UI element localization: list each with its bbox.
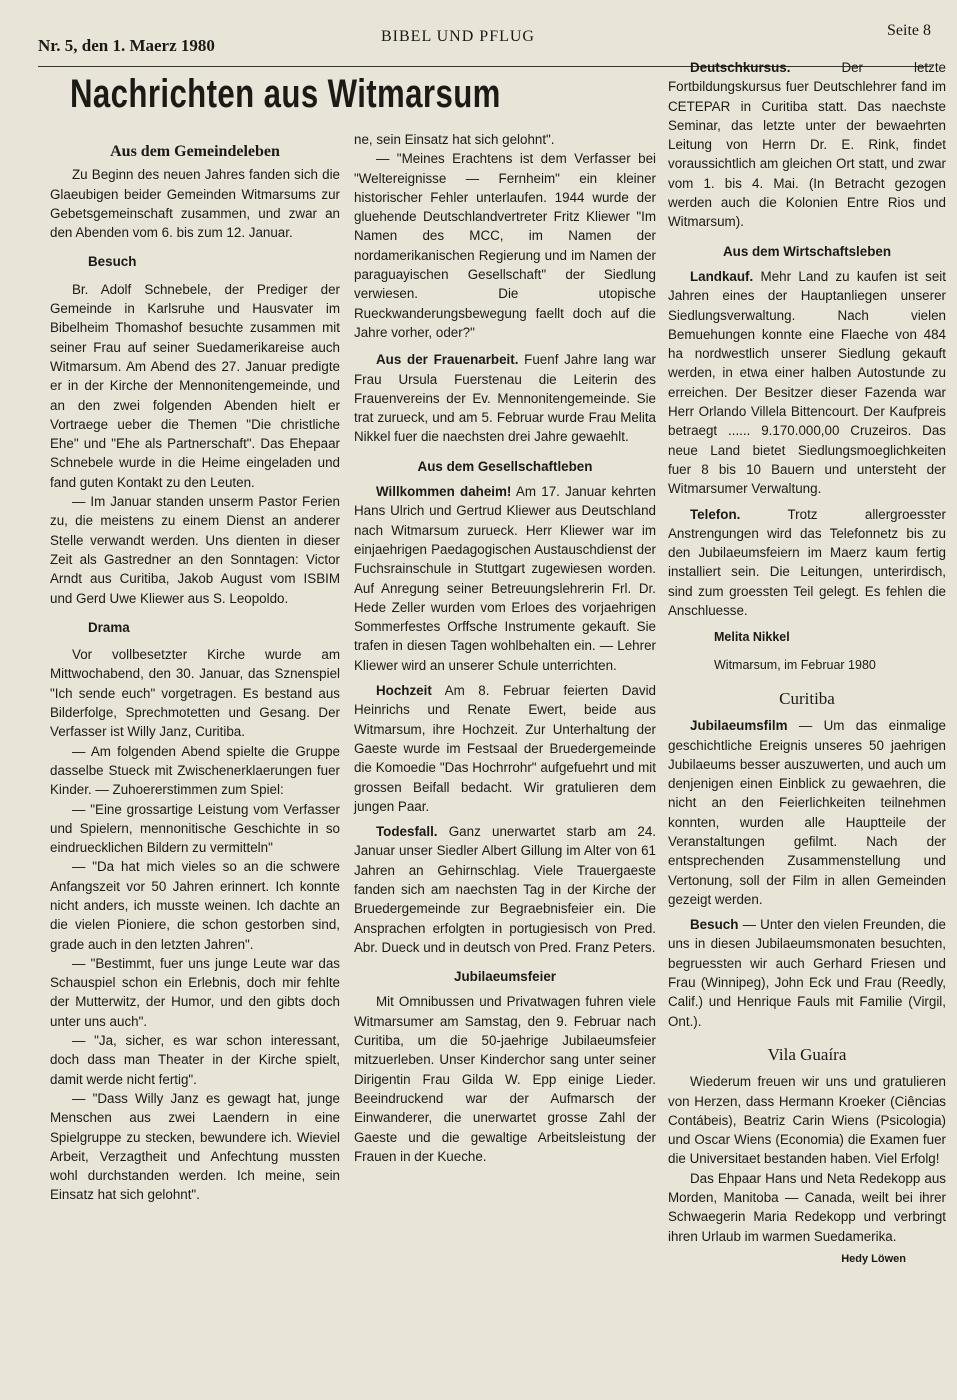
paragraph: — "Da hat mich vieles so an die schwere Anfangszeit vor 50 Jahren erinnert. Ich konnte nicht anders, ich musste weinen. Ich dachte an die vielen Pioniere, die schon gestorben sind, grade auch in den letzten Jahren". [50, 859, 340, 952]
lead-todesfall: Todesfall. [376, 824, 438, 840]
lead-deutschkursus: Deutschkursus. [690, 60, 791, 75]
paragraph-hochzeit [354, 681, 656, 816]
paragraph-telefon [668, 505, 946, 621]
paragraph-deutschkursus [668, 58, 946, 232]
headline: Nachrichten aus Witmarsum [70, 72, 501, 116]
lead-hochzeit: Hochzeit [376, 683, 432, 699]
column-3 [668, 58, 946, 1269]
text: Fuenf Jahre lang war Frau Ursula Fuerstenau die Leiterin des Frauenvereins der Ev. Mennonitengemeinde. Sie trat zurueck, und am 5. Februar wurde Frau Melita Nikkel fuer die naechsten drei Jahre gewaehlt. [354, 352, 657, 445]
paragraph: — "Ja, sicher, es war schon interessant, doch dass man Theater in der Kirche spielt, damit werde nicht fertig". [50, 1033, 340, 1087]
lead-willkommen: Willkommen daheim! [376, 484, 512, 500]
signature-melita: Melita Nikkel [714, 630, 790, 645]
column-1 [50, 138, 340, 1205]
paragraph: — "Meines Erachtens ist dem Verfasser bei "Weltereignisse — Fernheim" ein kleiner historischer Fehler unterlaufen. 1944 wurde der gluehende Deutschlandvertreter Fritz Kliewer "Im Namen des MCC, im Namen der nordamerikanischen Regierung und im Namen der paraguayischen Gesellschaft" der Siedlung verwiesen. Die utopische Rueckwanderungsbewegung faellt doch auf die Jahre vorher, oder?" [354, 151, 656, 340]
section-heading-gesellschaftleben: Aus dem Gesellschaftleben [417, 458, 593, 474]
column-2 [354, 130, 656, 1166]
paragraph: — Am folgenden Abend spielte die Gruppe dasselbe Stueck mit Zwischenerklaerungen fuer Kinder. — Zuhoererstimmen zum Spiel: [50, 743, 340, 798]
paragraph-frauenarbeit [354, 350, 656, 446]
section-heading-curitiba: Curitiba [779, 688, 835, 708]
paragraph: Vor vollbesetzter Kirche wurde am Mittwochabend, den 30. Januar, das Sznenspiel "Ich sende euch" vorgetragen. Es bestand aus Bilderfolge, Sprechmotetten und Gesang. Der Verfasser ist Willy Janz, Curitiba. [50, 647, 340, 740]
text: Am 17. Januar kehrten Hans Ulrich und Gertrud Kliewer aus Deutschland nach Witmarsum zurueck. Herr Kliewer war im einjaehrigen Paedagogischen Austauschdienst der Fuchsrainschule in Stuttgart zugewiesen worden. Auf Anregung seiner Betreuungslehrerin Frl. Dr. Hede Zeller wurden vom Erloes des vorjaehrigen Sommerfestes Orffsche Instrumente gekauft. Sie trafen in diesen Tagen wohlbehalten ein. — Lehrer Kliewer wird an unserer Schule unterrichten. [354, 484, 656, 673]
text: — Um das einmalige geschichtliche Ereignis unseres 50 jaehrigen Jubilaeums besser auszuwerten, und auch um denjenigen einen Einblick zu gewaehren, die nicht an den Feierlichkeiten teilnehmen konnten, wurden alle Hauptteile der Veranstaltungen gefilmt. Nach der entsprechenden Zusammenstellung und Vertonung, soll der Film in allen Gemeinden gezeigt werden. [668, 718, 946, 907]
paragraph-jubilaeumsfilm [668, 716, 946, 909]
lead-besuch: Besuch [690, 917, 739, 933]
section-heading-vila-guaira: Vila Guaíra [767, 1044, 847, 1064]
lead-landkauf: Landkauf. [690, 268, 754, 284]
signature-place: Witmarsum, im Februar 1980 [714, 657, 876, 672]
paragraph-landkauf [668, 267, 946, 499]
paragraph: ne, sein Einsatz hat sich gelohnt". [354, 132, 555, 147]
paragraph: — "Dass Willy Janz es gewagt hat, junge Menschen aus zwei Laendern in eine Spielgruppe zu stecken, bewundere ich. Wieviel Arbeit, Verzagtheit und Anfechtung mussten wohl durchstanden werden. Ich meine, sein Einsatz hat sich gelohnt". [50, 1090, 340, 1203]
issue-date: Nr. 5, den 1. Maerz 1980 [38, 36, 215, 55]
paragraph: — "Bestimmt, fuer uns junge Leute war das Schauspiel schon ein Erlebnis, doch mir fehlte der Mutterwitz, der Humor, und den gibts doch unter uns auch". [50, 955, 340, 1029]
paragraph: Mit Omnibussen und Privatwagen fuhren viele Witmarsumer am Samstag, den 9. Februar nach Curitiba, um die 50-jaehrige Jubilaeumsfeier mitzuerleben. Unser Kinderchor sang unter seiner Dirigentin Frau Gilda W. Epp einige Lieder. Beeindruckend war der Aufmarsch der Einwanderer, die unerwartet grosse Zahl der Gaeste und die gewaltige Arbeitsleistung der Frauen in der Kueche. [354, 994, 656, 1164]
paper-name: BIBEL UND PFLUG [381, 28, 535, 45]
text: Ganz unerwartet starb am 24. Januar unser Siedler Albert Gillung im Alter von 61 Jahren an Gehirnschlag. Viele Trauergaeste fanden sich am naechsten Tag in der Kirche der Bruedergemeinde zur Begraebnisfeier ein. Die Ansprachen erfolgten in portugiesisch von Pred. Abr. Dueck und in deutsch von Pred. Franz Peters. [354, 824, 656, 955]
paragraph: — "Eine grossartige Leistung vom Verfasser und Spielern, mennonitische Geschichte in so eindruecklichen Bildern zu vermitteln" [50, 801, 340, 856]
lead-jubilaeumsfilm: Jubilaeumsfilm [690, 718, 788, 734]
section-heading-jubilaeumsfeier: Jubilaeumsfeier [454, 969, 556, 985]
text: — Unter den vielen Freunden, die uns in diesen Jubilaeumsmonaten besuchten, begruessten wir auch Gerhard Friesen und Frau (Winnipeg), John Eck und Frau (Reedly, Calif.) und Henrique Fauls mit Familie (Virgil, Ont.). [668, 917, 946, 1029]
text: Der letzte Fortbildungskursus fuer Deutschlehrer fand im CETEPAR in Curitiba statt. Das naechste Seminar, das letzte unter der bewaehrten Leitung von Herrn Dr. E. Rink, findet voraussichtlich am gleichen Ort statt, und zwar vom 1. bis 4. Mai. (In Betracht gezogen werden auch die Kolonien Entre Rios und Witmarsum). [668, 60, 946, 230]
text: Trotz allergroesster Anstrengungen wird das Telefonnetz bis zu den Jubilaeumsfeiern im Maerz kaum fertig installiert sein. Die Leitungen, unterirdisch, sind zum groessten Teil gelegt. Es fehlen die Anschluesse. [668, 506, 946, 619]
paragraph-todesfall [354, 822, 656, 957]
paragraph: Das Ehpaar Hans und Neta Redekopp aus Morden, Manitoba — Canada, weilt bei ihrer Schwaegerin Maria Redekopp und verbringt ihren Urlaub im warmen Suedamerika. [668, 1170, 946, 1244]
paragraph-besuch [668, 915, 946, 1031]
section-heading-gemeindeleben: Aus dem Gemeindeleben [110, 143, 280, 160]
paragraph: Br. Adolf Schnebele, der Prediger der Gemeinde in Karlsruhe und Hausvater im Bibelheim Thomashof besuchte zusammen mit seiner Frau auf seiner Suedamerikareise auch Witmarsum. Am Abend des 27. Januar predigte er in der Kirche der Mennonitengemeinde, und an den zwei folgenden Abenden hielt er Vortraege ueber die Themen "Die christliche Ehe" und "Ehe als Partnerschaft". Das Ehepaar Schnebele wurde in die Heime eingeladen und fand guten Kontakt zu den Leuten. [50, 281, 340, 490]
paragraph: Wiederum freuen wir uns und gratulieren von Herzen, dass Hermann Kroeker (Ciências Contábeis), Beatriz Carin Wiens (Psicologia) und Oscar Wiens (Economia) die Examen fuer die Universitaet bestanden haben. Viel Erfolg! [668, 1074, 946, 1167]
lead-telefon: Telefon. [690, 506, 741, 522]
paragraph: — Im Januar standen unserm Pastor Ferien zu, die meistens zu einem Dienst an anderer Stelle verwandt werden. Uns dienten in dieser Zeit als Gastredner an den Sonntagen: Victor Arndt aus Curitiba, Jakob August vom ISBIM und Gerd Uwe Kliewer aus S. Leopoldo. [50, 494, 340, 606]
subheading-besuch: Besuch [88, 254, 137, 270]
paragraph: Zu Beginn des neuen Jahres fanden sich die Glaeubigen beider Gemeinden Witmarsums zur Gebetsgemeinschaft zusammen, und zwar an den Abenden vom 6. bis zum 12. Januar. [50, 167, 340, 241]
text: Am 8. Februar feierten David Heinrichs und Renate Ewert, beide aus Witmarsum, ihre Hochzeit. Zur Unterhaltung der Gaeste wurde im Festsaal der Bruedergemeinde die Komoedie "Das Hochrrohr" aufgefuehrt und mit grossen Beifall bedacht. Wir gratulieren dem jungen Paar. [354, 683, 656, 814]
page-number: Seite 8 [887, 22, 931, 39]
section-heading-wirtschaftsleben: Aus dem Wirtschaftsleben [722, 243, 892, 259]
subheading-drama: Drama [88, 619, 130, 635]
lead-frauenarbeit: Aus der Frauenarbeit. [376, 352, 519, 368]
paragraph-willkommen [354, 482, 656, 675]
text: Mehr Land zu kaufen ist seit Jahren eines der Hauptanliegen unserer Siedlungsverwaltung. Nach vielen Bemuehungen konnte eine Flaeche von 484 ha nordwestlich unserer Siedlung gekauft werden, in etwa einer halben Autostunde zu erreichen. Der Besitzer dieser Fazenda war Herr Orlando Villela Bittencourt. Der Kaufpreis betraegt ...... 9.170.000,00 Cruzeiros. Das neue Land bietet Siedlungsmoeglichkeiten fuer 8 bis 10 Bauern und untersteht der Witmarsumer Verwaltung. [668, 268, 946, 497]
signature-hedy: Hedy Löwen [841, 1252, 906, 1265]
